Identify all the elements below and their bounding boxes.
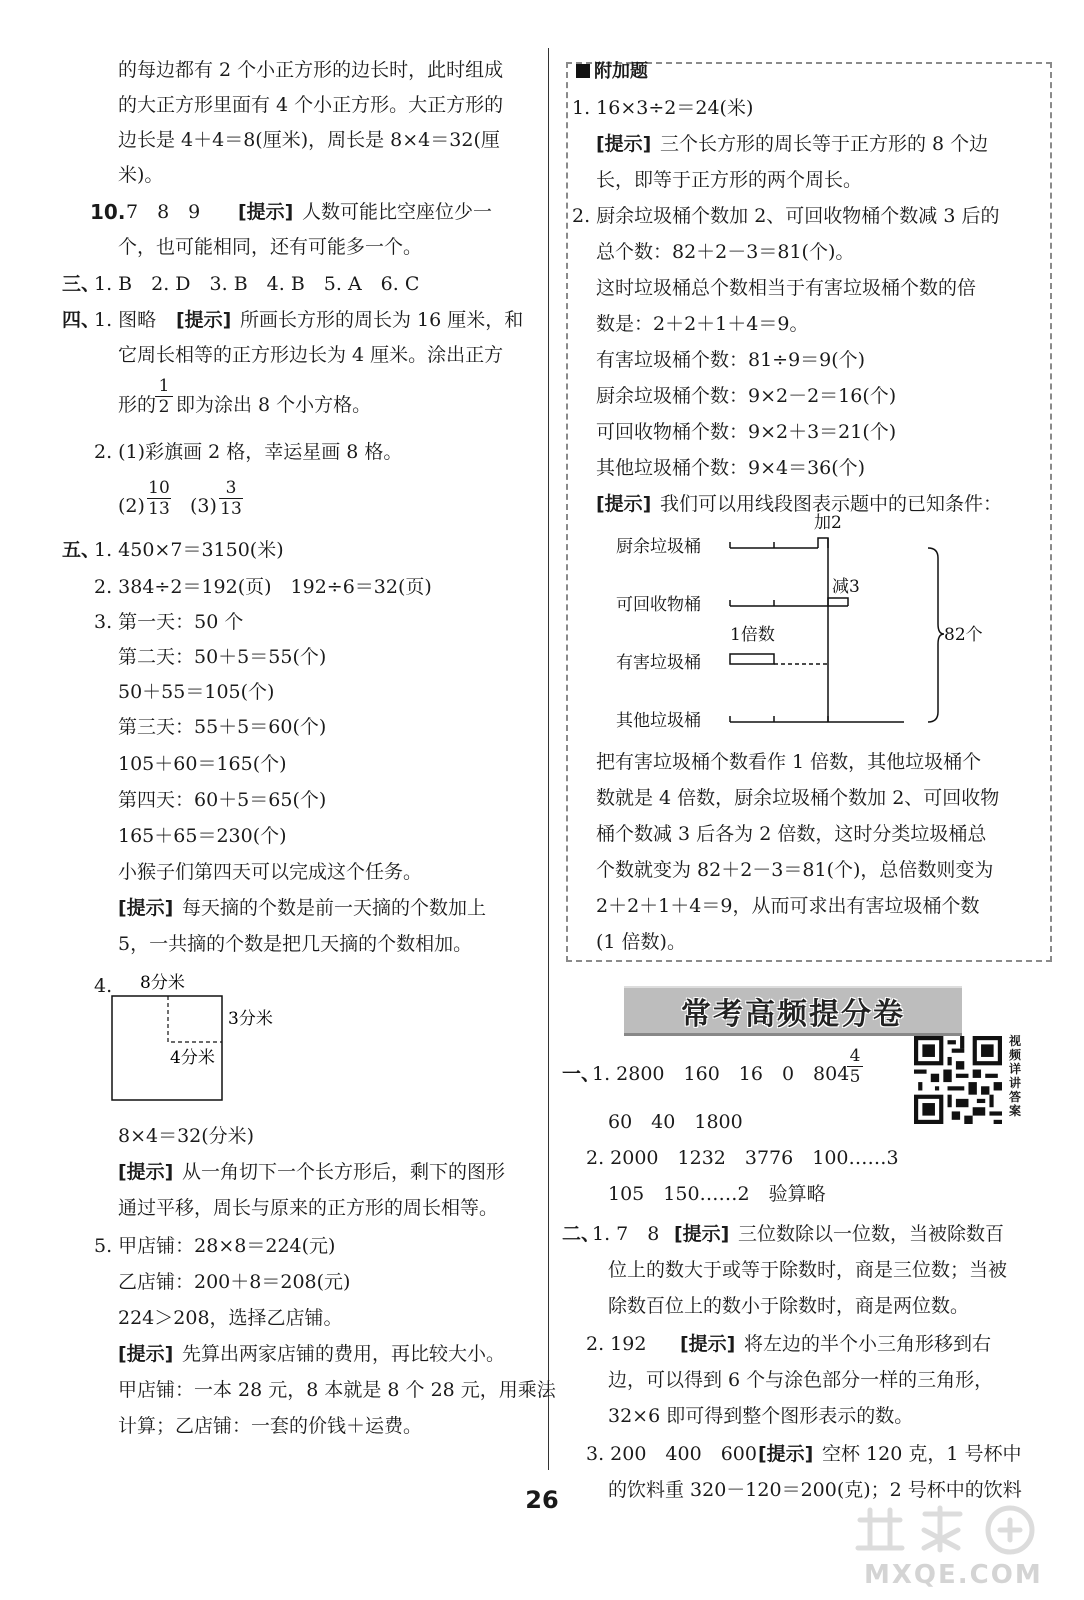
section-banner	[624, 986, 962, 1036]
hint-tag: [提示]	[758, 1443, 814, 1465]
hint-tag: [提示]	[176, 309, 232, 331]
answer-text: 1. 7 8	[592, 1223, 660, 1245]
text-line: 的每边都有 2 个小正方形的边长时，此时组成	[118, 59, 504, 81]
answer-text: 50＋55＝105(个)	[118, 681, 275, 703]
line-segment-diagram	[610, 508, 1010, 738]
fraction-numerator: 3	[225, 478, 237, 498]
fraction-numerator: 4	[849, 1046, 861, 1066]
diagram-label-other: 其他垃圾桶	[616, 711, 701, 731]
hint-text: 5，一共摘的个数是把几天摘的个数相加。	[118, 933, 473, 955]
fraction	[846, 1046, 864, 1087]
square-bullet-icon	[576, 64, 590, 78]
column-divider	[548, 48, 549, 1470]
text-line: 的大正方形里面有 4 个小正方形。大正方形的	[118, 94, 504, 116]
hint-text: 从一角切下一个长方形后，剩下的图形	[182, 1161, 506, 1183]
fraction-numerator: 1	[158, 376, 170, 396]
answer-text: 厨余垃圾桶个数：9×2－2＝16(个)	[596, 385, 897, 407]
hint-tag: [提示]	[238, 201, 294, 223]
answer-text: 2. (1)彩旗画 2 格，幸运星画 8 格。	[94, 441, 403, 463]
hint-text: 所画长方形的周长为 16 厘米，和	[240, 309, 524, 331]
hint-text: 2＋2＋1＋4＝9，从而可求出有害垃圾桶个数	[596, 895, 980, 917]
hint-text: 将左边的半个小三角形移到右	[744, 1333, 992, 1355]
hint-text: 我们可以用线段图表示题中的已知条件：	[660, 493, 1003, 515]
answer-text: 224＞208，选择乙店铺。	[118, 1307, 343, 1329]
fraction	[218, 478, 244, 519]
hint-tag: [提示]	[596, 493, 652, 515]
hint-tag: [提示]	[118, 897, 174, 919]
cut-line	[168, 996, 222, 1042]
answer-text: (2)	[118, 495, 145, 517]
total-brace	[928, 548, 944, 722]
fraction-denominator: 13	[220, 499, 242, 519]
segment-hazardous	[730, 654, 774, 664]
text-line: 边长是 4＋4＝8(厘米)，周长是 8×4＝32(厘	[118, 129, 500, 151]
hint-text: 空杯 120 克，1 号杯中	[822, 1443, 1022, 1465]
fraction-denominator: 2	[155, 396, 173, 417]
answer-text: 2. 厨余垃圾桶个数加 2、可回收物桶个数减 3 后的	[572, 205, 1000, 227]
hint-text: 三位数除以一位数，当被除数百	[738, 1223, 1005, 1245]
hint-text: 位上的数大于或等于除数时，商是三位数；当被	[608, 1259, 1008, 1281]
answer-text: 165＋65＝230(个)	[118, 825, 287, 847]
hint-text: 人数可能比空座位少一	[302, 201, 493, 223]
answer-text: 第三天：55＋5＝60(个)	[118, 716, 327, 738]
hint-tag: [提示]	[674, 1223, 730, 1245]
answer-text: 第四天：60＋5＝65(个)	[118, 789, 327, 811]
answer-text: 3. 200 400 600	[586, 1443, 757, 1465]
hint-tag: [提示]	[118, 1161, 174, 1183]
figure-label-top: 8分米	[140, 973, 185, 993]
fraction-numerator: 10	[148, 478, 170, 498]
figure-label-right: 3分米	[228, 1009, 273, 1029]
hint-text: 把有害垃圾桶个数看作 1 倍数，其他垃圾桶个	[596, 751, 982, 773]
section-title: 五、	[62, 539, 101, 561]
diagram-label-hazardous: 有害垃圾桶	[616, 653, 701, 673]
hint-text: 先算出两家店铺的费用，再比较大小。	[182, 1343, 506, 1365]
answer-text: 5. 甲店铺：28×8＝224(元)	[94, 1235, 336, 1257]
hint-text: 长，即等于正方形的两个周长。	[596, 169, 863, 191]
section-banner-title: 常考高频提分卷	[681, 996, 905, 1032]
answer-text: 2. 2000 1232 3776 100……3	[586, 1147, 899, 1169]
answer-text: 1. 16×3÷2＝24(米)	[572, 97, 754, 119]
answer-text: 7 8 9	[126, 201, 201, 223]
hint-text: 边，可以得到 6 个与涂色部分一样的三角形，	[608, 1369, 994, 1391]
text-line: 米)。	[118, 164, 164, 186]
answer-text: 1. 图略	[94, 309, 157, 331]
hint-text: 计算；乙店铺：一套的价钱＋运费。	[118, 1415, 423, 1437]
hint-text: (1 倍数)。	[596, 931, 686, 953]
section-title: 二、	[562, 1223, 601, 1245]
hint-text: 即为涂出 8 个小方格。	[176, 394, 372, 416]
hint-tag: [提示]	[596, 133, 652, 155]
hint-text: 桶个数减 3 后各为 2 倍数，这时分类垃圾桶总	[596, 823, 987, 845]
section-title: 三、	[62, 273, 101, 295]
hint-text: 的饮料重 320－120＝200(克)；2 号杯中的饮料	[608, 1479, 1022, 1501]
answer-text: 2. 192	[586, 1333, 647, 1355]
hint-text: 个，也可能相同，还有可能多一个。	[118, 236, 423, 258]
hint-text: 通过平移，周长与原来的正方形的周长相等。	[118, 1197, 499, 1219]
answer-text: 1. 450×7＝3150(米)	[94, 539, 284, 561]
answer-text: 有害垃圾桶个数：81÷9＝9(个)	[596, 349, 866, 371]
fraction-denominator: 13	[148, 499, 170, 519]
hint-text: 32×6 即可得到整个图形表示的数。	[608, 1405, 914, 1427]
qr-label: 视频详讲答案	[1008, 1034, 1021, 1118]
segment-sub3	[828, 598, 848, 606]
diagram-total-label: 82个	[944, 625, 983, 645]
answer-text: 总个数：82＋2－3＝81(个)。	[596, 241, 855, 263]
segment-add2	[818, 538, 828, 548]
fraction	[146, 478, 172, 519]
answer-text: 1. 2800 160 16 0 804	[592, 1063, 850, 1085]
figure-label-inner: 4分米	[170, 1048, 215, 1068]
answer-text: (3)	[190, 495, 217, 517]
diagram-label-recyclable: 可回收物桶	[616, 595, 701, 615]
hint-text: 除数百位上的数小于除数时，商是两位数。	[608, 1295, 970, 1317]
hint-text: 每天摘的个数是前一天摘的个数加上	[182, 897, 487, 919]
page-number: 26	[525, 1486, 559, 1514]
answer-text: 105＋60＝165(个)	[118, 753, 287, 775]
hint-tag: [提示]	[118, 1343, 174, 1365]
question-number: 10.	[90, 200, 126, 224]
extra-questions-title	[576, 60, 648, 84]
qr-code[interactable]	[914, 1036, 1002, 1124]
answer-text: 105 150……2 验算略	[608, 1183, 826, 1205]
extra-questions-title-text: 附加题	[594, 61, 648, 82]
hint-text: 甲店铺：一本 28 元，8 本就是 8 个 28 元，用乘法	[118, 1379, 556, 1401]
hint-text: 三个长方形的周长等于正方形的 8 个边	[660, 133, 989, 155]
answer-text: 乙店铺：200＋8＝208(元)	[118, 1271, 351, 1293]
question-number: 4.	[94, 975, 113, 997]
diagram-label-kitchen: 厨余垃圾桶	[616, 537, 701, 557]
answer-text: 3. 第一天：50 个	[94, 611, 244, 633]
diagram-unit-label: 1倍数	[730, 625, 775, 645]
fraction-denominator: 5	[847, 1066, 863, 1087]
hint-text: 形的	[118, 394, 157, 416]
section-title: 一、	[562, 1063, 601, 1085]
hint-text: 个数就变为 82＋2－3＝81(个)，总倍数则变为	[596, 859, 994, 881]
hint-text: 它周长相等的正方形边长为 4 厘米。涂出正方	[118, 344, 504, 366]
watermark-text: MXQE.COM	[864, 1560, 1043, 1590]
answer-text: 8×4＝32(分米)	[118, 1125, 255, 1147]
answer-text: 60 40 1800	[608, 1111, 743, 1133]
answer-text: 可回收物桶个数：9×2＋3＝21(个)	[596, 421, 897, 443]
diagram-add-label: 加2	[814, 513, 842, 533]
hint-tag: [提示]	[680, 1333, 736, 1355]
section-title: 四、	[62, 309, 101, 331]
fraction	[154, 376, 174, 417]
square-cut-figure	[100, 960, 290, 1110]
answer-text: 其他垃圾桶个数：9×4＝36(个)	[596, 457, 866, 479]
hint-text: 数就是 4 倍数，厨余垃圾桶个数加 2、可回收物	[596, 787, 1000, 809]
answer-text: 数是：2＋2＋1＋4＝9。	[596, 313, 809, 335]
answer-text: 这时垃圾桶总个数相当于有害垃圾桶个数的倍	[596, 277, 977, 299]
answer-text: 2. 384÷2＝192(页) 192÷6＝32(页)	[94, 576, 432, 598]
answer-text: 第二天：50＋5＝55(个)	[118, 646, 327, 668]
answer-text: 1. B 2. D 3. B 4. B 5. A 6. C	[94, 273, 420, 295]
answer-text: 小猴子们第四天可以完成这个任务。	[118, 861, 423, 883]
diagram-sub-label: 减3	[832, 577, 860, 597]
